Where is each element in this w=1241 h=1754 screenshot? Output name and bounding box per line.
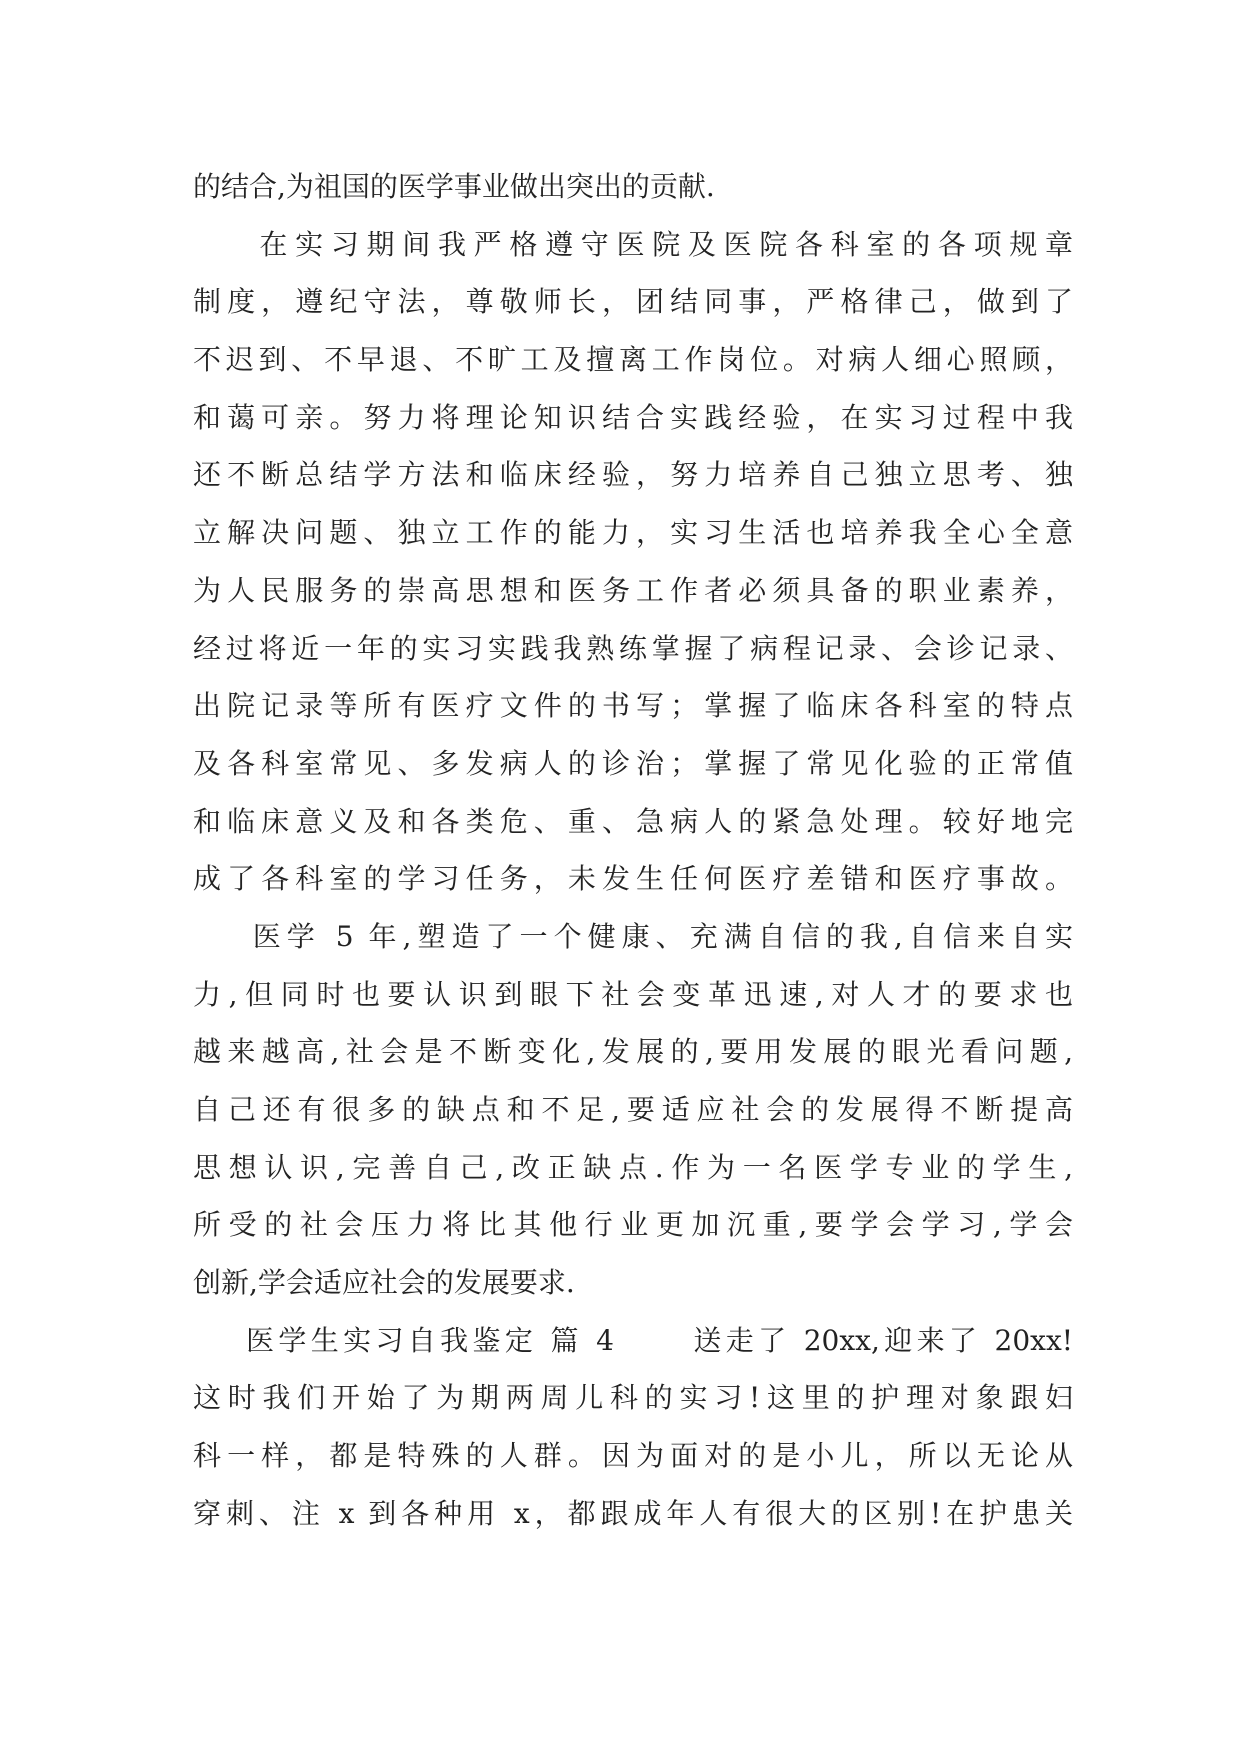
text-line: 出院记录等所有医疗文件的书写；掌握了临床各科室的特点: [193, 689, 1073, 723]
text-line: 的结合,为祖国的医学事业做出突出的贡献.: [193, 170, 715, 203]
text-line: 不迟到、不早退、不旷工及擅离工作岗位。对病人细心照顾，: [193, 343, 1073, 377]
text-line: 思想认识,完善自己,改正缺点.作为一名医学专业的学生,: [193, 1150, 1073, 1184]
text-line: 所受的社会压力将比其他行业更加沉重,要学会学习,学会: [193, 1208, 1073, 1242]
text-line: 还不断总结学方法和临床经验，努力培养自己独立思考、独: [193, 458, 1073, 492]
text-line: 穿刺、注 x 到各种用 x，都跟成年人有很大的区别!在护患关: [193, 1496, 1073, 1530]
text-line: 创新,学会适应社会的发展要求.: [193, 1266, 575, 1300]
text-line: 医学 5 年,塑造了一个健康、充满自信的我,自信来自实: [193, 919, 1073, 953]
text-line: 及各科室常见、多发病人的诊治；掌握了常见化验的正常值: [193, 746, 1073, 780]
text-line: 力,但同时也要认识到眼下社会变革迅速,对人才的要求也: [193, 977, 1073, 1011]
text-line: 制度，遵纪守法，尊敬师长，团结同事，严格律己，做到了: [193, 285, 1073, 319]
text-line: 医学生实习自我鉴定 篇 4 送走了 20xx,迎来了 20xx!: [193, 1323, 1073, 1357]
text-line: 为人民服务的崇高思想和医务工作者必须具备的职业素养，: [193, 573, 1073, 607]
text-line: 科一样，都是特殊的人群。因为面对的是小儿，所以无论从: [193, 1439, 1073, 1473]
text-line: 经过将近一年的实习实践我熟练掌握了病程记录、会诊记录、: [193, 631, 1073, 665]
text-line: 在实习期间我严格遵守医院及医院各科室的各项规章: [193, 227, 1073, 261]
text-line: 越来越高,社会是不断变化,发展的,要用发展的眼光看问题,: [193, 1035, 1073, 1069]
text-line: 和蔼可亲。努力将理论知识结合实践经验，在实习过程中我: [193, 400, 1073, 434]
text-line: 成了各科室的学习任务，未发生任何医疗差错和医疗事故。: [193, 862, 1073, 896]
text-line: 自己还有很多的缺点和不足,要适应社会的发展得不断提高: [193, 1093, 1073, 1126]
text-line: 立解决问题、独立工作的能力，实习生活也培养我全心全意: [193, 516, 1073, 550]
document-body: [193, 158, 1073, 1543]
text-line: 这时我们开始了为期两周儿科的实习!这里的护理对象跟妇: [193, 1381, 1073, 1415]
text-line: 和临床意义及和各类危、重、急病人的紧急处理。较好地完: [193, 804, 1073, 838]
